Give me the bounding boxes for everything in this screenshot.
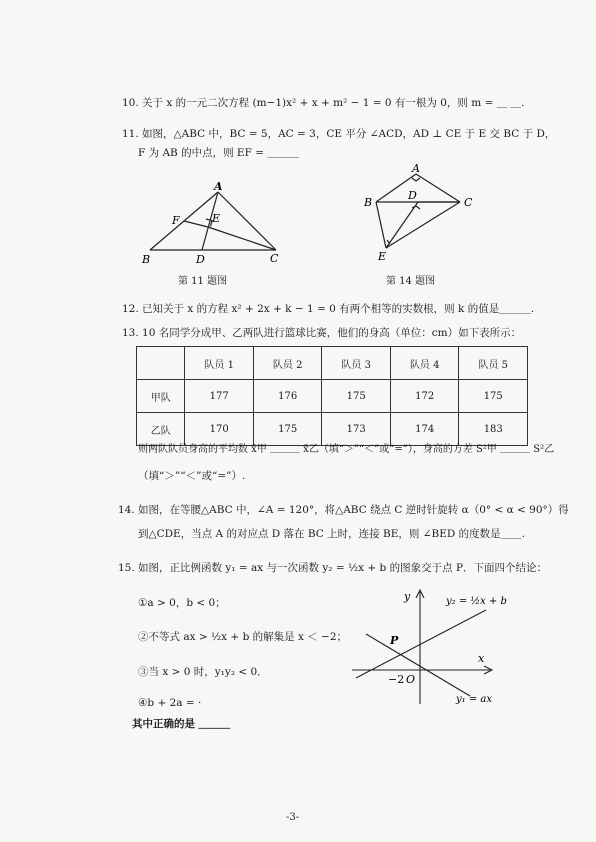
table-cell: 176 bbox=[253, 380, 322, 413]
figure-14 bbox=[360, 162, 490, 266]
question-number: 15. bbox=[118, 562, 135, 574]
question-13 bbox=[122, 326, 521, 340]
question-text: 如图，正比例函数 y₁ = ax 与一次函数 y₂ = ½x + b 的图象交于点 P．下面四个结论： bbox=[138, 562, 548, 574]
page-number: -3- bbox=[286, 812, 300, 823]
table-cell: 174 bbox=[390, 413, 459, 446]
question-number: 10. bbox=[122, 97, 139, 109]
neg-two-label: −2 bbox=[388, 673, 405, 686]
question-text: 10 名同学分成甲、乙两队进行篮球比赛，他们的身高（单位：cm）如下表所示： bbox=[142, 327, 522, 339]
label-D: D bbox=[196, 253, 205, 266]
question-14 bbox=[118, 503, 569, 517]
table-cell: 177 bbox=[185, 380, 254, 413]
question-number: 12. bbox=[122, 303, 139, 315]
graph-15 bbox=[350, 586, 507, 714]
label-D: D bbox=[408, 189, 417, 202]
point-P-label: P bbox=[390, 634, 399, 647]
table-header-row bbox=[137, 347, 528, 380]
label-B: B bbox=[142, 253, 151, 266]
label-A: A bbox=[214, 180, 223, 193]
y-axis-label: y bbox=[404, 590, 411, 603]
question-text: 如图，△ABC 中，BC = 5，AC = 3，CE 平分 ∠ACD，AD ⊥ CE 于 E 交 BC 于 D， bbox=[142, 128, 556, 140]
table-header-cell bbox=[137, 347, 185, 380]
table-cell: 175 bbox=[459, 380, 528, 413]
label-E: E bbox=[378, 250, 387, 263]
table-header-cell: 队员 2 bbox=[253, 347, 322, 380]
table-header-cell: 队员 4 bbox=[390, 347, 459, 380]
question-number: 11. bbox=[122, 128, 139, 140]
figure-11 bbox=[140, 178, 290, 266]
question-13-after2: （填“＞”“＜”或“=”）. bbox=[138, 470, 246, 482]
question-10 bbox=[122, 96, 524, 110]
table-header-cell: 队员 3 bbox=[322, 347, 391, 380]
table-row bbox=[137, 380, 528, 413]
figure-14-caption: 第 14 题图 bbox=[386, 276, 436, 287]
question-text: 如图，在等腰△ABC 中，∠A = 120°，将△ABC 绕点 C 逆时针旋转 α（0° < α < 90°）得 bbox=[138, 504, 569, 516]
question-11-line2: F 为 AB 的中点，则 EF = ＿＿＿ bbox=[138, 147, 299, 159]
question-number: 13. bbox=[122, 327, 139, 339]
question-15-ask: 其中正确的是 ＿＿＿ bbox=[132, 718, 231, 730]
line2-label: y₂ = ½x + b bbox=[446, 596, 507, 607]
origin-label: O bbox=[406, 673, 416, 686]
table-row bbox=[137, 413, 528, 446]
table-header-cell: 队员 5 bbox=[459, 347, 528, 380]
table-cell: 173 bbox=[322, 413, 391, 446]
question-13-after1: 则两队队员身高的平均数 x̄甲 ＿＿＿ x̄乙（填“＞”“＜”或“=”），身高的方差 S²甲 ＿＿＿ S²乙 bbox=[138, 444, 555, 455]
height-table bbox=[136, 346, 528, 446]
table-header-cell: 队员 1 bbox=[185, 347, 254, 380]
x-axis-label: x bbox=[478, 652, 485, 665]
conclusion-4: ④b + 2a = · bbox=[138, 697, 202, 709]
table-cell: 183 bbox=[459, 413, 528, 446]
question-14-line2: 到△CDE，当点 A 的对应点 D 落在 BC 上时，连接 BE，则 ∠BED 的度数是＿＿. bbox=[138, 528, 525, 540]
conclusion-1: ①a > 0，b < 0； bbox=[138, 597, 226, 609]
label-B: B bbox=[364, 196, 373, 209]
table-cell: 175 bbox=[322, 380, 391, 413]
figure-11-caption: 第 11 题图 bbox=[178, 276, 228, 287]
question-text: 关于 x 的一元二次方程 (m−1)x² + x + m² − 1 = 0 有一根为 0，则 m = ＿ ＿. bbox=[142, 97, 525, 109]
label-F: F bbox=[172, 214, 180, 227]
question-15 bbox=[118, 561, 547, 575]
question-text: 已知关于 x 的方程 x² + 2x + k − 1 = 0 有两个相等的实数根，则 k 的值是＿＿＿. bbox=[142, 303, 535, 315]
label-E: E bbox=[212, 212, 221, 225]
table-cell: 172 bbox=[390, 380, 459, 413]
label-C: C bbox=[270, 252, 279, 265]
table-cell: 175 bbox=[253, 413, 322, 446]
conclusion-3: ③当 x > 0 时，y₁y₂ < 0． bbox=[138, 666, 268, 678]
label-A: A bbox=[412, 162, 420, 175]
line1-label: y₁ = ax bbox=[456, 694, 492, 705]
table-cell: 乙队 bbox=[137, 413, 185, 446]
table-cell: 170 bbox=[185, 413, 254, 446]
question-12 bbox=[122, 302, 534, 316]
label-C: C bbox=[464, 196, 473, 209]
question-11 bbox=[122, 127, 555, 141]
conclusion-2: ②不等式 ax > ½x + b 的解集是 x ＜ −2； bbox=[138, 631, 348, 643]
question-number: 14. bbox=[118, 504, 135, 516]
table-cell: 甲队 bbox=[137, 380, 185, 413]
